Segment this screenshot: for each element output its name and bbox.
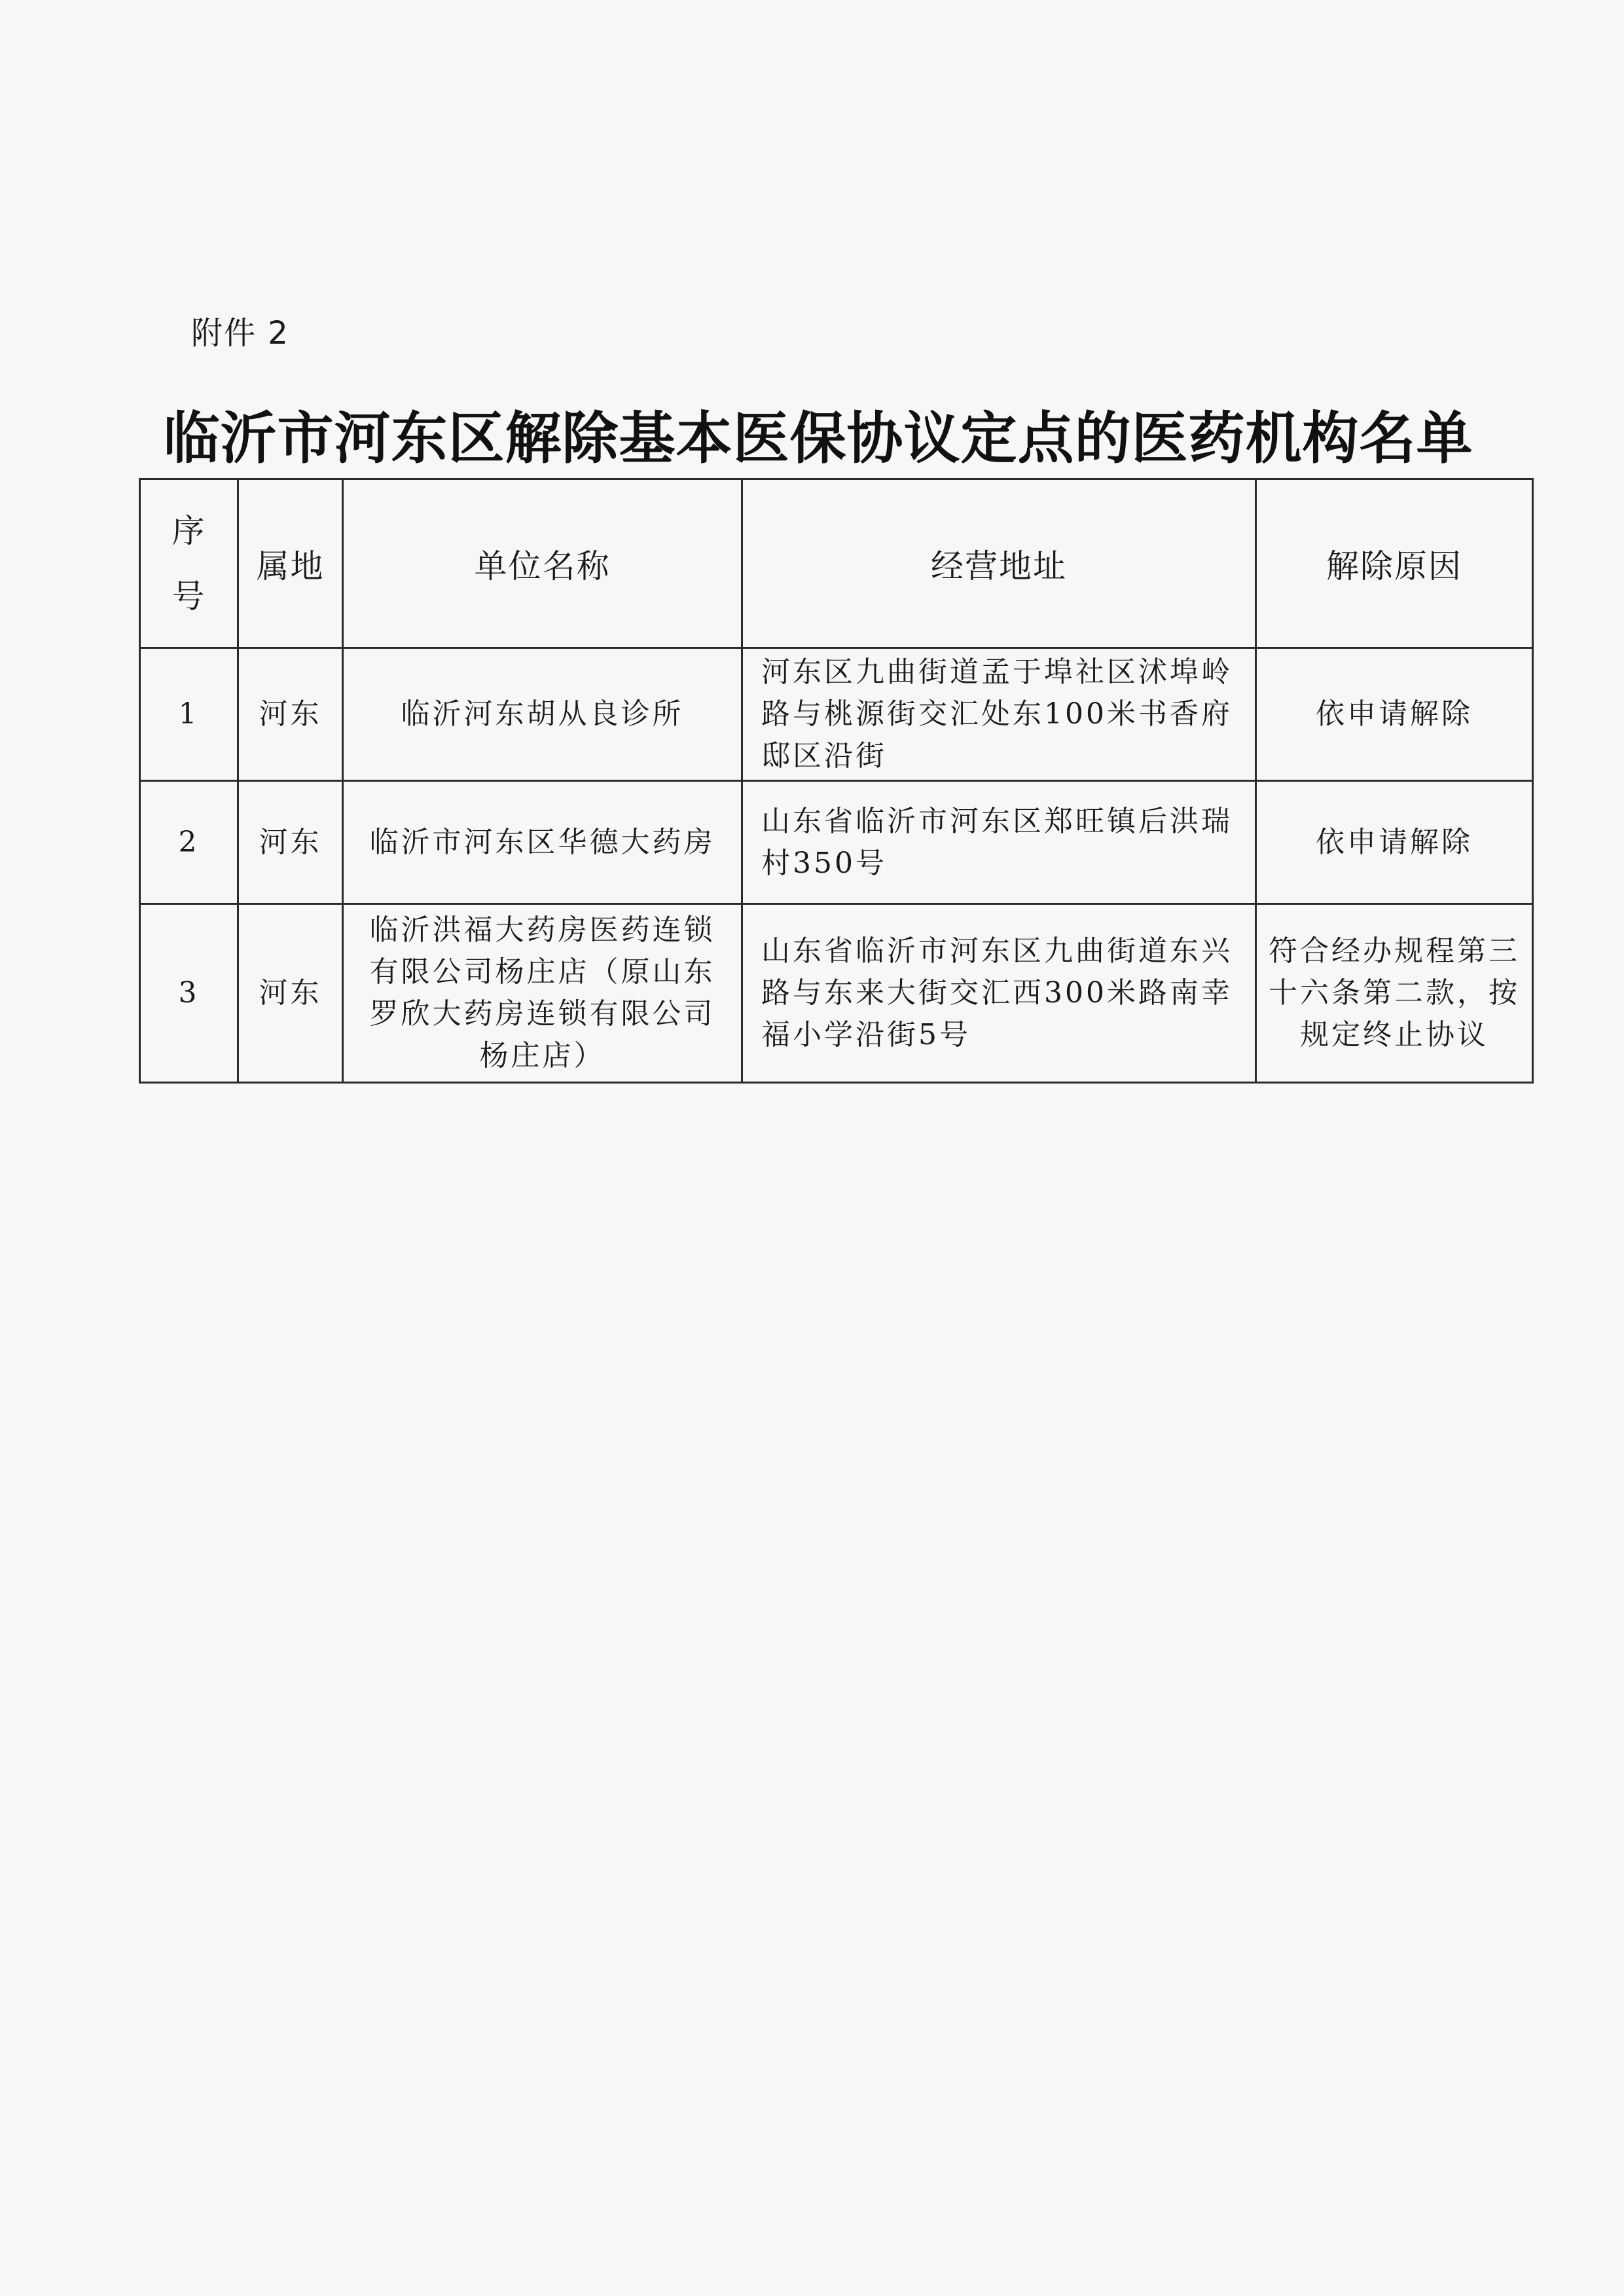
header-reason: 解除原因 <box>1256 479 1533 648</box>
cell-name: 临沂洪福大药房医药连锁有限公司杨庄店（原山东罗欣大药房连锁有限公司杨庄店） <box>343 904 742 1083</box>
header-seq-bottom: 号 <box>171 577 206 615</box>
cell-address: 河东区九曲街道孟于埠社区沭埠岭路与桃源街交汇处东100米书香府邸区沿街 <box>742 648 1256 781</box>
institution-table <box>139 478 1534 1084</box>
cell-seq: 3 <box>140 904 238 1083</box>
table-row <box>140 781 1533 904</box>
cell-name: 临沂河东胡从良诊所 <box>343 648 742 781</box>
header-address: 经营地址 <box>742 479 1256 648</box>
attachment-label: 附件 2 <box>191 315 289 352</box>
cell-region: 河东 <box>238 904 343 1083</box>
page-title: 临沂市河东区解除基本医保协议定点的医药机构名单 <box>163 405 1473 471</box>
cell-name: 临沂市河东区华德大药房 <box>343 781 742 904</box>
cell-address: 山东省临沂市河东区九曲街道东兴路与东来大街交汇西300米路南幸福小学沿街5号 <box>742 904 1256 1083</box>
cell-reason: 符合经办规程第三十六条第二款，按规定终止协议 <box>1256 904 1533 1083</box>
header-seq-top: 序 <box>171 511 206 550</box>
cell-address: 山东省临沂市河东区郑旺镇后洪瑞村350号 <box>742 781 1256 904</box>
header-name: 单位名称 <box>343 479 742 648</box>
table-row <box>140 648 1533 781</box>
table-header-row <box>140 479 1533 648</box>
cell-region: 河东 <box>238 648 343 781</box>
cell-seq: 2 <box>140 781 238 904</box>
cell-seq: 1 <box>140 648 238 781</box>
table-row <box>140 904 1533 1083</box>
header-seq <box>140 479 238 648</box>
header-region: 属地 <box>238 479 343 648</box>
cell-reason: 依申请解除 <box>1256 648 1533 781</box>
cell-reason: 依申请解除 <box>1256 781 1533 904</box>
cell-region: 河东 <box>238 781 343 904</box>
